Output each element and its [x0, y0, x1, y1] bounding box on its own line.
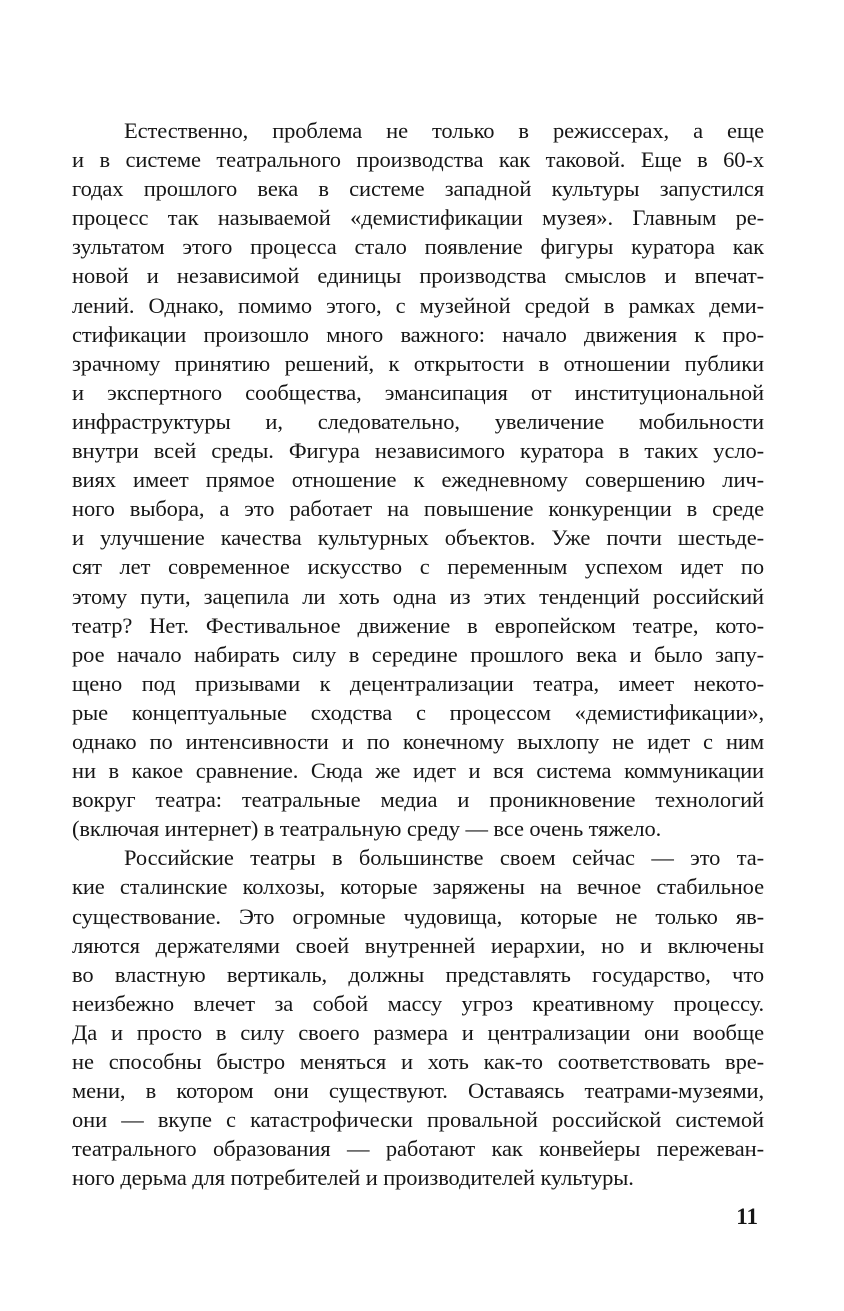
text-line: однако по интенсивности и по конечному выхлопу не идет с ним: [72, 728, 764, 754]
text-line: ни в какое сравнение. Сюда же идет и вся система коммуникации: [72, 758, 764, 784]
text-line: и экспертного сообщества, эмансипация от институциональной: [72, 379, 764, 405]
text-line: существование. Это огромные чудовища, которые не только яв-: [72, 903, 764, 929]
text-line: ляются держателями своей внутренней иерархии, но и включены: [72, 932, 764, 958]
text-line: зрачному принятию решений, к открытости в отношении публики: [72, 350, 764, 376]
text-line: они — вкупе с катастрофически провальной российской системой: [72, 1107, 764, 1133]
text-line: сят лет современное искусство с переменным успехом идет по: [72, 554, 764, 580]
text-line: и улучшение качества культурных объектов. Уже почти шестьде-: [72, 525, 764, 551]
text-line: театрального образования — работают как конвейеры пережеван-: [72, 1136, 764, 1162]
text-line: мени, в котором они существуют. Оставаясь театрами-музеями,: [72, 1078, 764, 1104]
text-line: рое начало набирать силу в середине прошлого века и было запу-: [72, 641, 764, 667]
text-line: Российские театры в большинстве своем сейчас — это та-: [124, 845, 764, 871]
paragraph: [72, 116, 764, 843]
text-line: виях имеет прямое отношение к ежедневному совершению лич-: [72, 467, 764, 493]
text-line: вокруг театра: театральные медиа и проникновение технологий: [72, 787, 764, 813]
text-line: ного выбора, а это работает на повышение конкуренции в среде: [72, 496, 764, 522]
text-line: лений. Однако, помимо этого, с музейной средой в рамках деми-: [72, 292, 764, 318]
text-line: Да и просто в силу своего размера и централизации они вообще: [72, 1019, 764, 1045]
page-text: [72, 116, 764, 1192]
text-line: этому пути, зацепила ли хоть одна из этих тенденций российский: [72, 583, 764, 609]
text-line: щено под призывами к децентрализации театра, имеет некото-: [72, 670, 764, 696]
text-line: ного дерьма для потребителей и производителей культуры.: [72, 1165, 634, 1191]
paragraph: [72, 843, 764, 1192]
text-line: стификации произошло много важного: начало движения к про-: [72, 321, 764, 347]
text-line: новой и независимой единицы производства смыслов и впечат-: [72, 263, 764, 289]
text-line: театр? Нет. Фестивальное движение в европейском театре, кото-: [72, 612, 764, 638]
text-line: и в системе театрального производства как таковой. Еще в 60-х: [72, 147, 764, 173]
text-line: рые концептуальные сходства с процессом «демистификации»,: [72, 699, 764, 725]
text-line: внутри всей среды. Фигура независимого куратора в таких усло-: [72, 438, 764, 464]
text-line: зультатом этого процесса стало появление фигуры куратора как: [72, 234, 764, 260]
text-line: во властную вертикаль, должны представлять государство, что: [72, 961, 764, 987]
text-line: годах прошлого века в системе западной культуры запустился: [72, 176, 764, 202]
text-line: (включая интернет) в театральную среду — все очень тяжело.: [72, 816, 662, 842]
text-line: процесс так называемой «демистификации музея». Главным ре-: [72, 205, 764, 231]
text-line: кие сталинские колхозы, которые заряжены на вечное стабильное: [72, 874, 764, 900]
page-number: 11: [736, 1204, 758, 1229]
text-line: неизбежно влечет за собой массу угроз креативному процессу.: [72, 990, 764, 1016]
text-line: Естественно, проблема не только в режиссерах, а еще: [124, 118, 764, 143]
text-line: инфраструктуры и, следовательно, увеличение мобильности: [72, 408, 764, 434]
text-line: не способны быстро меняться и хоть как-то соответствовать вре-: [72, 1049, 764, 1074]
